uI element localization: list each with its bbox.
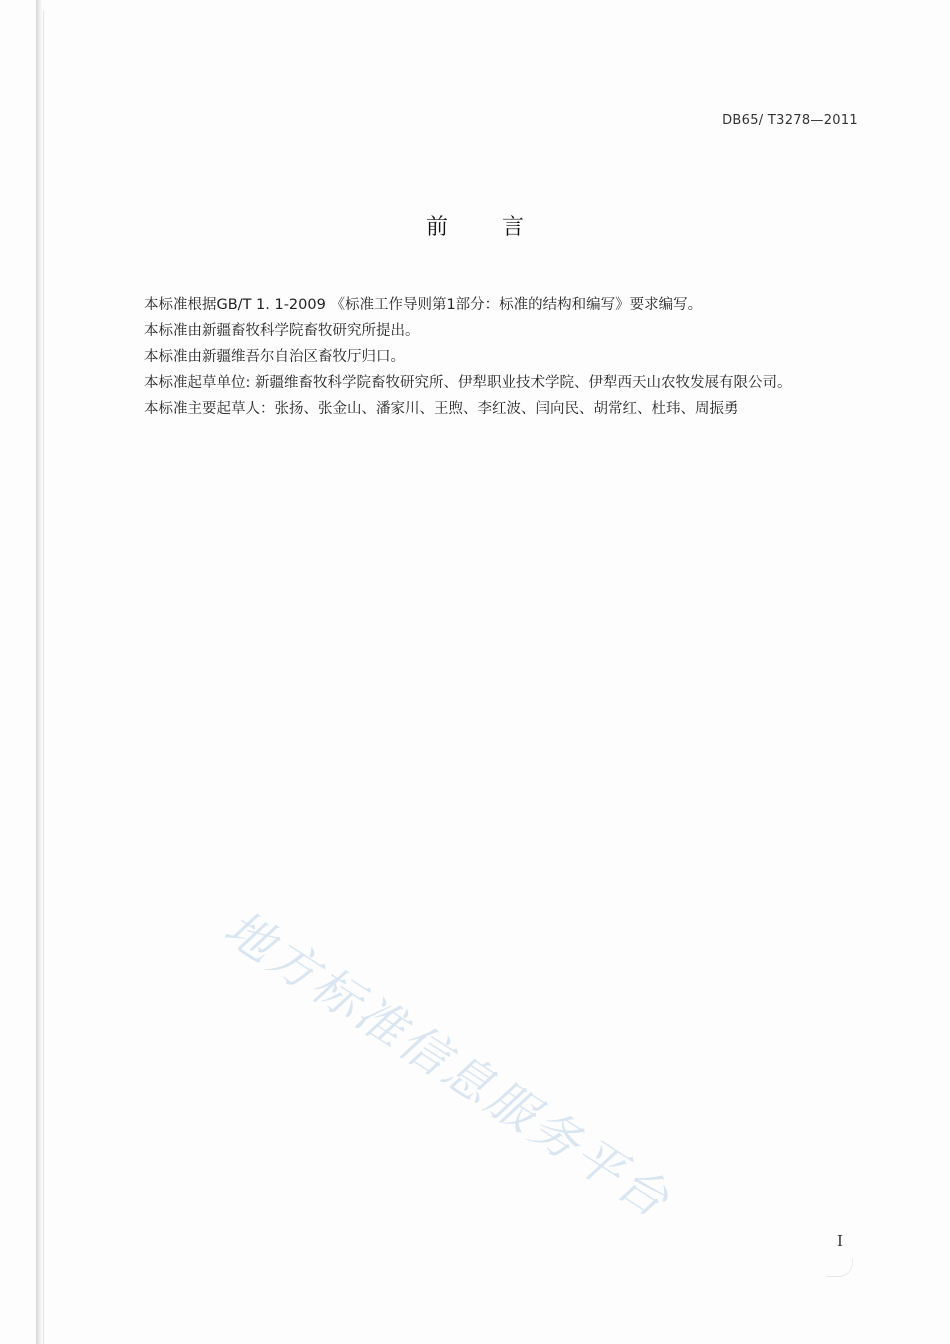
- page-number: I: [837, 1232, 843, 1250]
- paragraph-basis: 本标准根据GB/T 1. 1-2009 《标准工作导则第1部分：标准的结构和编写》要求编写。: [144, 297, 703, 313]
- paragraph-administrator: 本标准由新疆维吾尔自治区畜牧厅归口。: [144, 349, 405, 365]
- title-char-1: 前: [425, 215, 448, 240]
- paragraph-proposer: 本标准由新疆畜牧科学院畜牧研究所提出。: [144, 323, 420, 339]
- title-char-2: 言: [502, 215, 525, 240]
- page-title: [0, 210, 950, 241]
- watermark: 地方标准信息服务平台: [214, 899, 681, 1230]
- foreword-body: [110, 292, 870, 422]
- paragraph-drafters: 本标准主要起草人：张扬、张金山、潘家川、王煦、李红波、闫向民、胡常红、杜玮、周振勇: [144, 401, 739, 417]
- corner-curl-mark: [826, 1258, 853, 1277]
- document-code: DB65/ T3278—2011: [722, 113, 858, 128]
- binding-edge: [36, 0, 42, 1344]
- paragraph-drafting-units: 本标准起草单位: 新疆维畜牧科学院畜牧研究所、伊犁职业技术学院、伊犁西天山农牧发展有限公司。: [144, 375, 792, 391]
